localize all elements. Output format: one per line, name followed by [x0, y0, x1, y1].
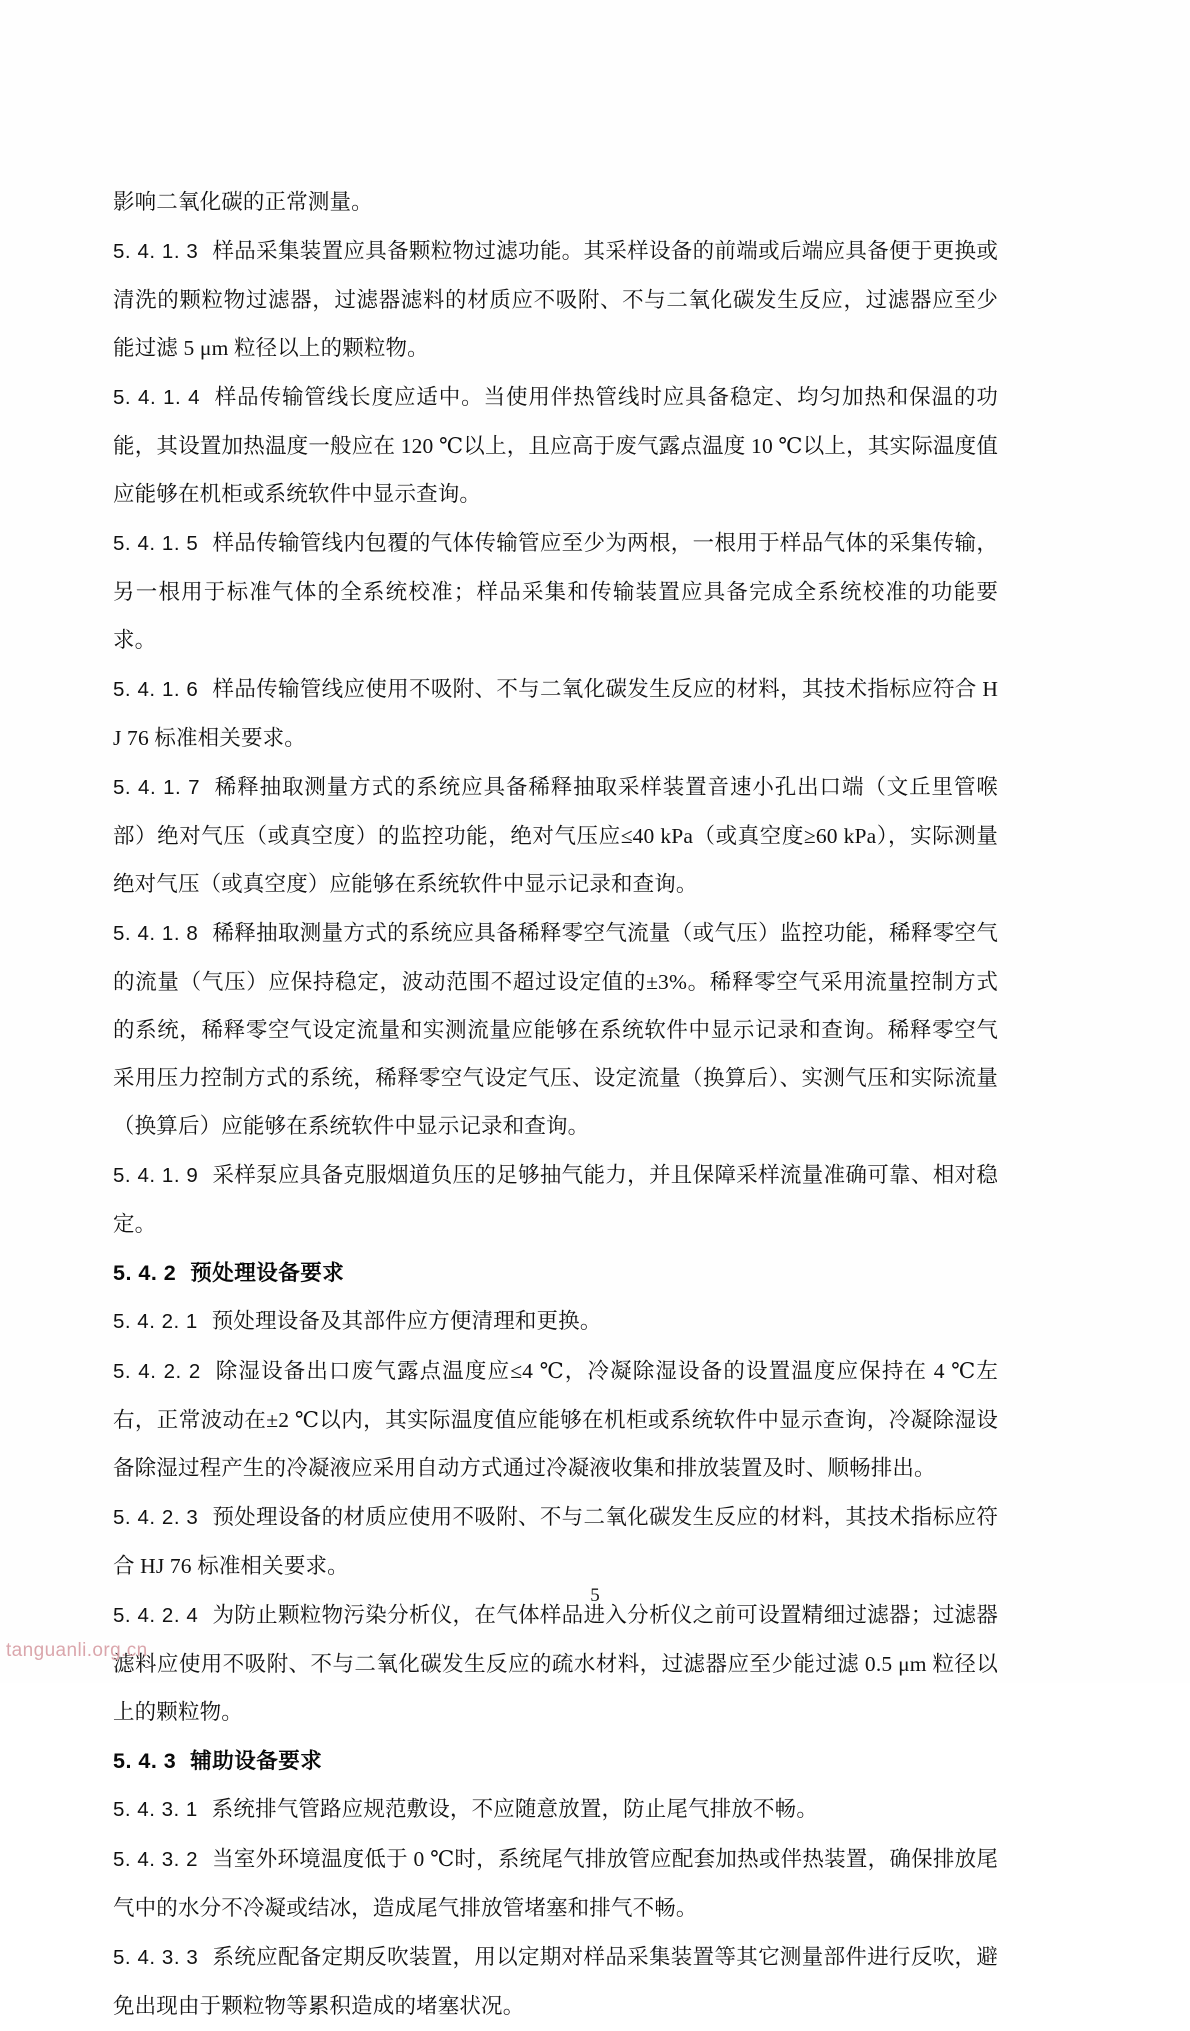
- clause-text: 稀释抽取测量方式的系统应具备稀释零空气流量（或气压）监控功能，稀释零空气的流量（气压）应保持稳定，波动范围不超过设定值的±3%。稀释零空气采用流量控制方式的系统，稀释零空气设定流量和实测流量应能够在系统软件中显示记录和查询。稀释零空气采用压力控制方式的系统，稀释零空气设定气压、设定流量（换算后）、实测气压和实际流量（换算后）应能够在系统软件中显示记录和查询。: [113, 921, 999, 1138]
- clause-text: 稀释抽取测量方式的系统应具备稀释抽取采样装置音速小孔出口端（文丘里管喉部）绝对气压（或真空度）的监控功能，绝对气压应≤40 kPa（或真空度≥60 kPa），实际测量绝对气压（或真空度）应能够在系统软件中显示记录和查询。: [113, 775, 998, 896]
- clause-number: 5. 4. 3. 1: [113, 1798, 198, 1821]
- clause-number: 5. 4. 1. 8: [113, 922, 199, 945]
- clause-number: 5. 4. 2. 4: [113, 1604, 199, 1627]
- clause-text: 系统应配备定期反吹装置，用以定期对样品采集装置等其它测量部件进行反吹，避免出现由于颗粒物等累积造成的堵塞状况。: [113, 1945, 999, 2018]
- section-number: 5. 4. 2: [113, 1261, 177, 1285]
- clause-5-4-2-1: [113, 1297, 998, 1346]
- section-number: 5. 4. 3: [113, 1749, 177, 1773]
- page-number: 5: [590, 1585, 600, 1606]
- clause-text: 当室外环境温度低于 0 ℃时，系统尾气排放管应配套加热或伴热装置，确保排放尾气中的水分不冷凝或结冰，造成尾气排放管堵塞和排气不畅。: [113, 1847, 998, 1920]
- clause-number: 5. 4. 1. 5: [113, 532, 199, 555]
- continuation-paragraph: [113, 178, 998, 226]
- clause-number: 5. 4. 1. 4: [113, 386, 201, 409]
- clause-5-4-1-4: [113, 373, 998, 518]
- site-watermark: tanguanli.org.cn: [6, 1640, 148, 1661]
- clause-5-4-3-3: [113, 1933, 998, 2030]
- continuation-text: 影响二氧化碳的正常测量。: [113, 190, 373, 214]
- clause-text: 样品传输管线长度应适中。当使用伴热管线时应具备稳定、均匀加热和保温的功能，其设置加热温度一般应在 120 ℃以上，且应高于废气露点温度 10 ℃以上，其实际温度值应能够在机柜或系统软件中显示查询。: [113, 385, 998, 506]
- clause-5-4-1-8: [113, 909, 998, 1150]
- clause-number: 5. 4. 3. 3: [113, 1946, 199, 1969]
- clause-5-4-1-9: [113, 1151, 998, 1248]
- clause-5-4-1-6: [113, 665, 998, 762]
- section-title: 辅助设备要求: [190, 1749, 323, 1773]
- clause-number: 5. 4. 3. 2: [113, 1848, 199, 1871]
- clause-text: 采样泵应具备克服烟道负压的足够抽气能力，并且保障采样流量准确可靠、相对稳定。: [113, 1163, 999, 1236]
- clause-text: 系统排气管路应规范敷设，不应随意放置，防止尾气排放不畅。: [211, 1797, 818, 1821]
- clause-number: 5. 4. 1. 9: [113, 1164, 199, 1187]
- clause-number: 5. 4. 1. 6: [113, 678, 199, 701]
- clause-text: 样品传输管线应使用不吸附、不与二氧化碳发生反应的材料，其技术指标应符合 HJ 76 标准相关要求。: [113, 677, 998, 750]
- clause-text: 样品采集装置应具备颗粒物过滤功能。其采样设备的前端或后端应具备便于更换或清洗的颗粒物过滤器，过滤器滤料的材质应不吸附、不与二氧化碳发生反应，过滤器应至少能过滤 5 μm 粒径以上的颗粒物。: [113, 239, 999, 360]
- clause-text: 样品传输管线内包覆的气体传输管应至少为两根，一根用于样品气体的采集传输，另一根用于标准气体的全系统校准；样品采集和传输装置应具备完成全系统校准的功能要求。: [113, 531, 999, 652]
- clause-5-4-1-5: [113, 519, 998, 664]
- section-heading-5-4-3: [113, 1737, 998, 1785]
- page-content: [113, 178, 998, 2031]
- clause-5-4-3-2: [113, 1835, 998, 1932]
- clause-5-4-1-3: [113, 227, 998, 372]
- clause-number: 5. 4. 2. 2: [113, 1360, 201, 1383]
- clause-5-4-2-4: [113, 1591, 998, 1736]
- clause-5-4-2-2: [113, 1347, 998, 1492]
- section-title: 预处理设备要求: [190, 1261, 345, 1285]
- clause-number: 5. 4. 2. 1: [113, 1310, 198, 1333]
- clause-5-4-2-3: [113, 1493, 998, 1590]
- clause-5-4-3-1: [113, 1785, 998, 1834]
- clause-text: 预处理设备的材质应使用不吸附、不与二氧化碳发生反应的材料，其技术指标应符合 HJ 76 标准相关要求。: [113, 1505, 999, 1578]
- clause-text: 为防止颗粒物污染分析仪，在气体样品进入分析仪之前可设置精细过滤器；过滤器滤料应使用不吸附、不与二氧化碳发生反应的疏水材料，过滤器应至少能过滤 0.5 μm 粒径以上的颗粒物。: [113, 1603, 999, 1724]
- section-heading-5-4-2: [113, 1249, 998, 1297]
- clause-number: 5. 4. 1. 3: [113, 240, 199, 263]
- clause-number: 5. 4. 1. 7: [113, 776, 201, 799]
- clause-text: 除湿设备出口废气露点温度应≤4 ℃，冷凝除湿设备的设置温度应保持在 4 ℃左右，正常波动在±2 ℃以内，其实际温度值应能够在机柜或系统软件中显示查询，冷凝除湿设备除湿过程产生的冷凝液应采用自动方式通过冷凝液收集和排放装置及时、顺畅排出。: [113, 1359, 998, 1480]
- clause-number: 5. 4. 2. 3: [113, 1506, 199, 1529]
- clause-text: 预处理设备及其部件应方便清理和更换。: [211, 1309, 602, 1333]
- clause-5-4-1-7: [113, 763, 998, 908]
